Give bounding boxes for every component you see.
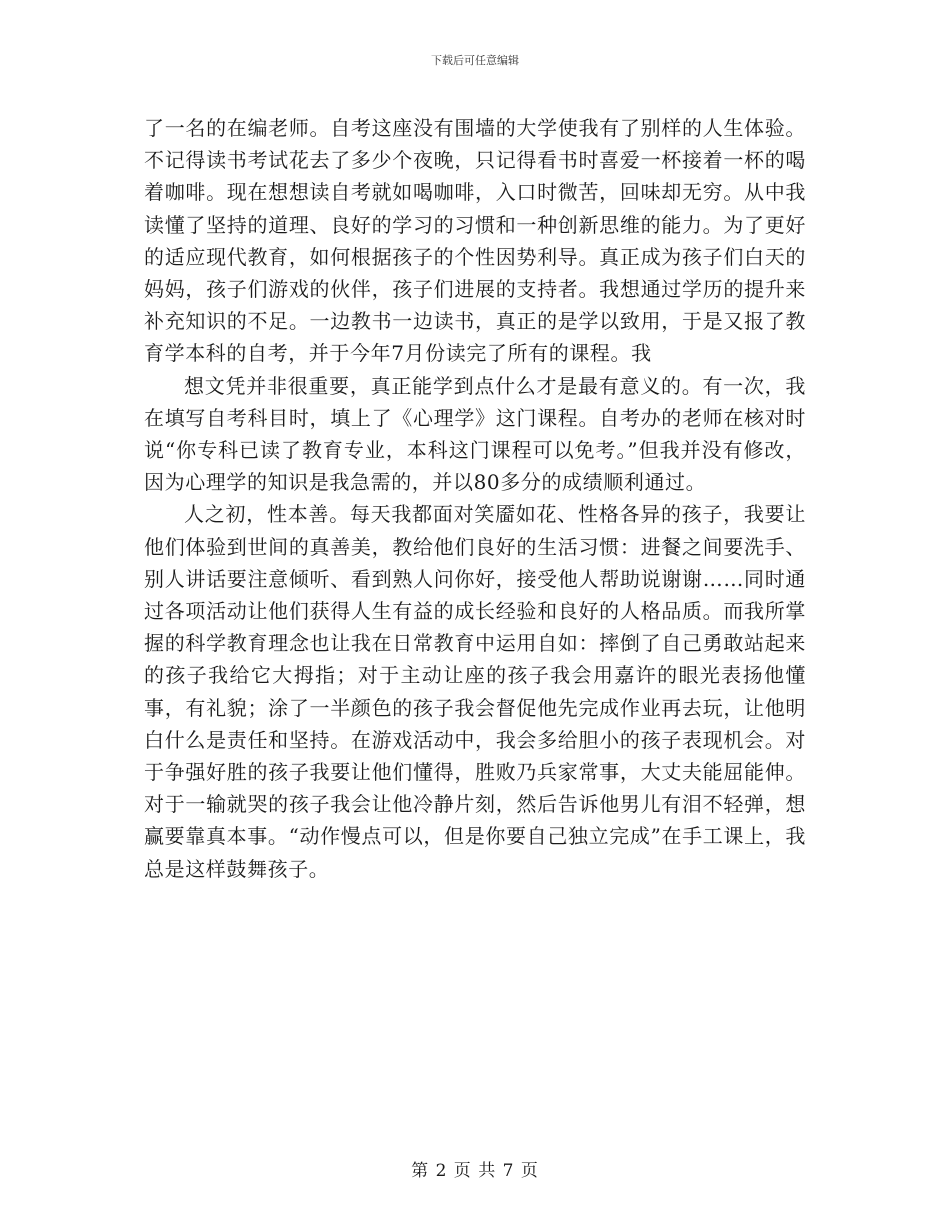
paragraph-2: 想文凭并非很重要，真正能学到点什么才是最有意义的。有一次，我在填写自考科目时，填上了《心理学》这门课程。自考办的老师在核对时说“你专科已读了教育专业，本科这门课程可以免考。”但我并没有修改，因为心理学的知识是我急需的，并以80多分的成绩顺利通过。 bbox=[144, 373, 806, 495]
page-number-footer: 第 2 页 共 7 页 bbox=[411, 1161, 539, 1181]
paragraph-1: 了一名的在编老师。自考这座没有围墙的大学使我有了别样的人生体验。不记得读书考试花去了多少个夜晚，只记得看书时喜爱一杯接着一杯的喝着咖啡。现在想想读自考就如喝咖啡，入口时微苦，回味却无穷。从中我读懂了坚持的道理、良好的学习的习惯和一种创新思维的能力。为了更好的适应现代教育，如何根据孩子的个性因势利导。真正成为孩子们白天的妈妈，孩子们游戏的伙伴，孩子们进展的支持者。我想通过学历的提升来补充知识的不足。一边教书一边读书，真正的是学以致用，于是又报了教育学本科的自考，并于今年7月份读完了所有的课程。我 bbox=[144, 116, 806, 366]
paragraph-3: 人之初，性本善。每天我都面对笑靥如花、性格各异的孩子，我要让他们体验到世间的真善美，教给他们良好的生活习惯：进餐之间要洗手、别人讲话要注意倾听、看到熟人问你好，接受他人帮助说谢谢……同时通过各项活动让他们获得人生有益的成长经验和良好的人格品质。而我所掌握的科学教育理念也让我在日常教育中运用自如：摔倒了自己勇敢站起来的孩子我给它大拇指；对于主动让座的孩子我会用嘉许的眼光表扬他懂事，有礼貌；涂了一半颜色的孩子我会督促他先完成作业再去玩，让他明白什么是责任和坚持。在游戏活动中，我会多给胆小的孩子表现机会。对于争强好胜的孩子我要让他们懂得，胜败乃兵家常事，大丈夫能屈能伸。对于一输就哭的孩子我会让他冷静片刻，然后告诉他男儿有泪不轻弹，想赢要靠真本事。“动作慢点可以，但是你要自己独立完成”在手工课上，我总是这样鼓舞孩子。 bbox=[144, 502, 806, 881]
document-body bbox=[144, 112, 806, 885]
page-header-note: 下载后可任意编辑 bbox=[431, 54, 519, 67]
